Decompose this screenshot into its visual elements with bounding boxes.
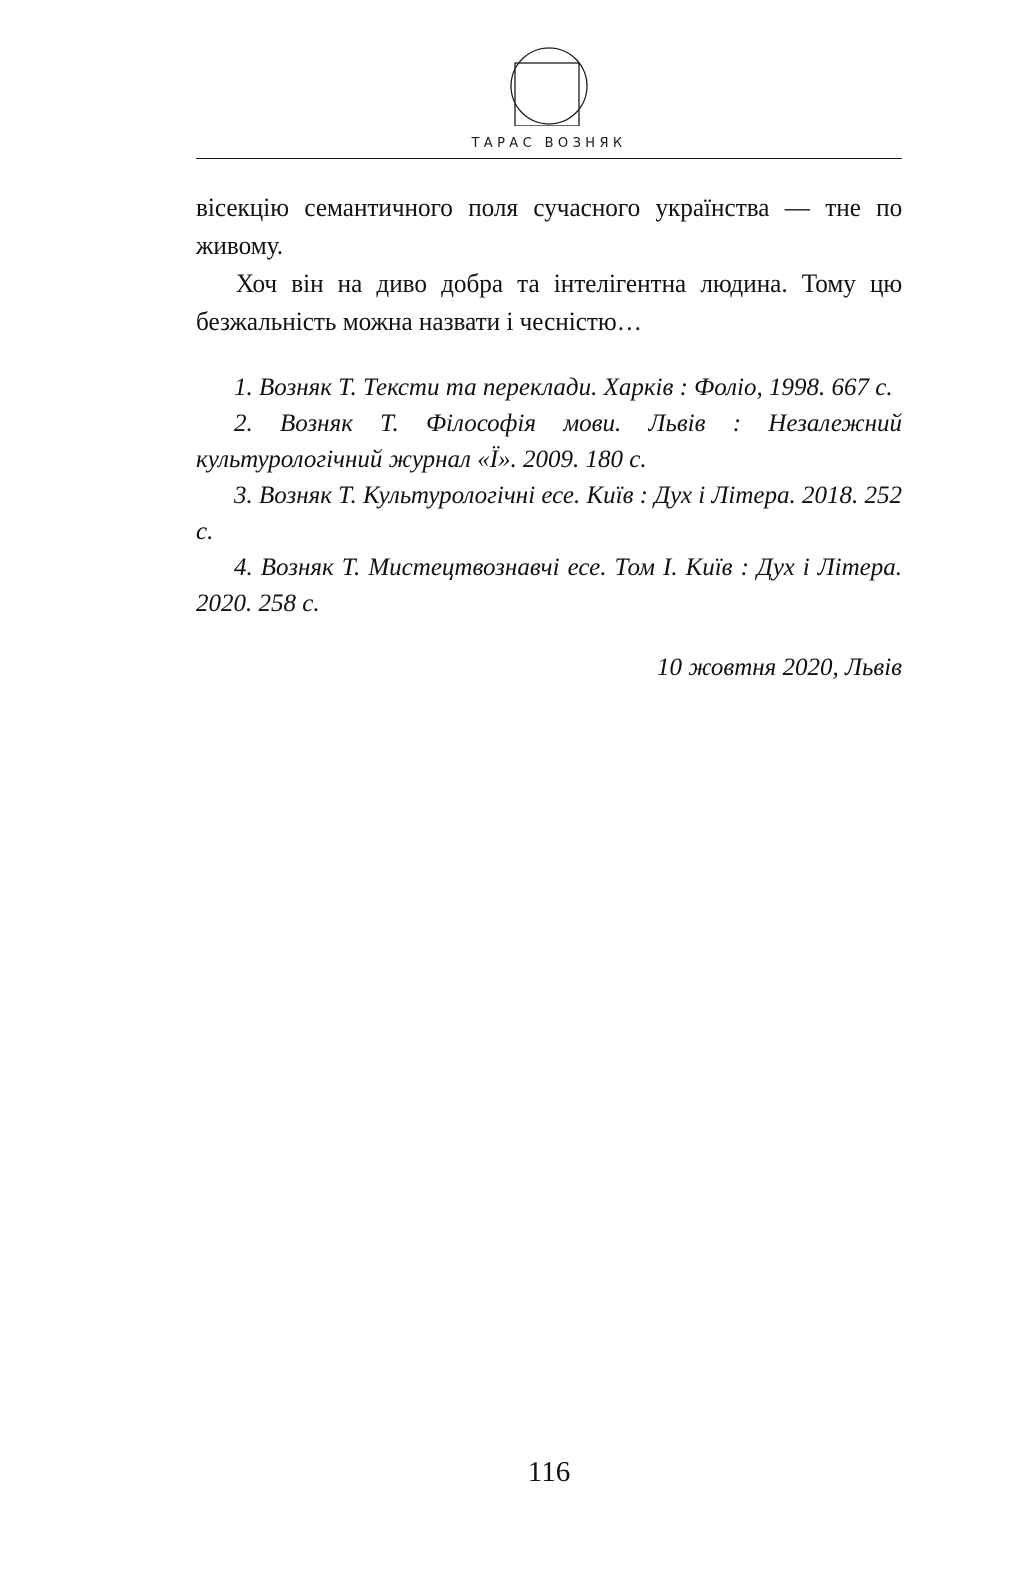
reference-item: 4. Возняк Т. Мистецтвознавчі есе. Том І. Київ : Дух і Літера. 2020. 258 с. (196, 554, 902, 617)
reference-item: 3. Возняк Т. Культурологічні есе. Київ : Дух і Літера. 2018. 252 с. (196, 482, 902, 545)
body-paragraph: вісекцію семантичного поля сучасного українства — тне по живому. (196, 192, 903, 260)
header-rule (196, 158, 902, 159)
page-content (196, 188, 902, 686)
reference-item: 1. Возняк Т. Тексти та переклади. Харків : Фоліо, 1998. 667 с. (234, 374, 893, 401)
dateline: 10 жовтня 2020, Львів (656, 654, 902, 681)
running-head: ТАРАС ВОЗНЯК (471, 136, 627, 151)
page-number: 116 (527, 1456, 571, 1488)
circle-square-emblem-icon (509, 46, 589, 126)
reference-item: 2. Возняк Т. Філософія мови. Львів : Незалежний культурологічний журнал «Ї». 2009. 180 с. (196, 410, 902, 473)
body-paragraph: Хоч він на диво добра та інтелігентна людина. Тому цю безжальність можна назвати і чесністю… (196, 268, 903, 336)
reference-list (196, 370, 902, 622)
